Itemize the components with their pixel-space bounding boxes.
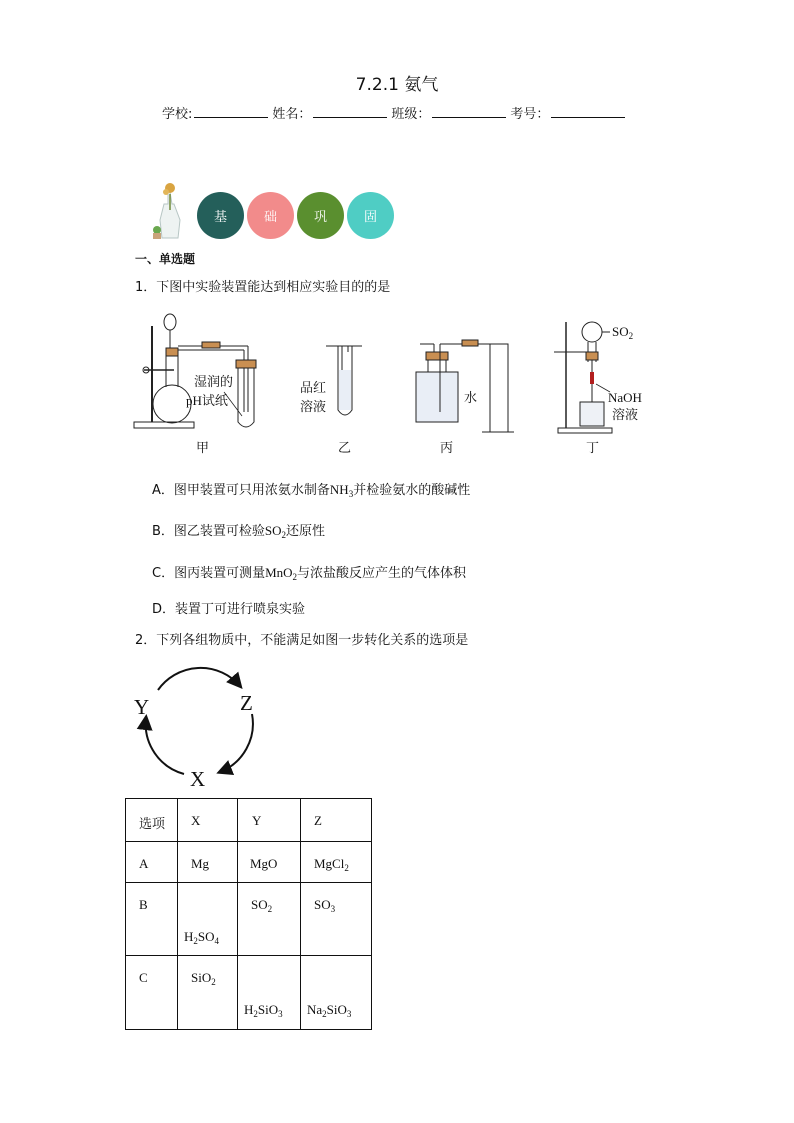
badge-gong-label: 巩 (313, 210, 327, 225)
row-c-y-h: H (244, 1002, 254, 1017)
option-d[interactable] (152, 598, 305, 617)
label-ding: 丁 (586, 440, 600, 455)
row-c-z (307, 1002, 377, 1019)
row-b-z (314, 897, 384, 914)
class-label: 班级： (391, 107, 431, 122)
name-label: 姓名： (272, 107, 312, 122)
row-a-z (314, 856, 384, 873)
option-b-text: B．图乙装置可检验 (152, 524, 265, 539)
row-b-option: B (139, 897, 148, 912)
row-c-y (244, 1002, 306, 1019)
label-ph-paper: pH试纸 (186, 393, 228, 408)
class-blank[interactable] (432, 105, 506, 118)
node-y: Y (134, 695, 150, 719)
row-a-option: A (139, 856, 149, 871)
row-c-z-sub1: 2 (322, 1009, 327, 1019)
row-c-x (191, 970, 250, 987)
row-b-x-so: SO (197, 929, 215, 944)
row-a-z-text: MgCl (314, 856, 345, 871)
label-pinhong: 品红 (300, 380, 327, 395)
option-c[interactable] (152, 562, 466, 582)
label-yi: 乙 (338, 440, 352, 455)
row-b-y-text: SO (251, 897, 268, 912)
row-c-y-sub1: 2 (253, 1009, 258, 1019)
row-b-x-h: H (184, 929, 194, 944)
row-b-x-sub1: 2 (193, 936, 198, 946)
number-blank[interactable] (551, 105, 625, 118)
option-c-tail: 与浓盐酸反应产生的气体体积 (297, 566, 467, 581)
badge-ji (197, 192, 244, 239)
label-jia: 甲 (196, 440, 210, 455)
row-b-y-sub: 2 (267, 904, 273, 914)
number-label: 考号： (510, 107, 550, 122)
options-table (125, 798, 372, 1030)
chem-nh3: NH (329, 482, 349, 497)
table-row[interactable] (126, 956, 372, 1030)
row-b-x-sub2: 4 (214, 936, 220, 946)
chem-nh3-sub: 3 (348, 489, 354, 499)
chem-mno2-sub: 2 (292, 572, 298, 582)
chem-so2: SO (264, 523, 282, 538)
apparatus-yi (300, 346, 362, 455)
row-a-z-sub: 2 (344, 863, 349, 873)
section-heading: 一、单选题 (135, 252, 196, 266)
school-label: 学校: (162, 107, 193, 122)
page-title: 7.2.1 氨气 (355, 75, 439, 95)
node-x: X (190, 767, 206, 791)
row-b-z-text: SO (314, 897, 331, 912)
label-so2-text: SO (612, 324, 629, 339)
option-c-text: C．图丙装置可测量 (152, 566, 266, 581)
header-y: Y (252, 813, 262, 828)
header-x: X (191, 813, 201, 828)
apparatus-figure (130, 312, 670, 460)
option-b[interactable] (152, 520, 325, 540)
badge-gong (297, 192, 344, 239)
badge-gu-label: 固 (363, 210, 377, 225)
name-blank[interactable] (313, 105, 387, 118)
option-a-text: A．图甲装置可只用浓氨水制备 (152, 483, 330, 498)
label-bing: 丙 (440, 440, 454, 455)
row-c-z-sio: SiO (326, 1002, 347, 1017)
header-option: 选项 (139, 816, 166, 831)
conversion-cycle-diagram (128, 662, 268, 792)
label-wet: 湿润的 (194, 374, 234, 389)
badge-chu-label: 础 (263, 210, 277, 225)
row-a-y: MgO (250, 856, 278, 871)
option-d-text: D．装置丁可进行喷泉实验 (152, 602, 306, 617)
row-b-x (184, 929, 243, 946)
row-b-z-sub: 3 (330, 904, 336, 914)
row-c-y-sio: SiO (257, 1002, 279, 1017)
table-row[interactable] (126, 842, 372, 883)
chem-so2-sub: 2 (281, 530, 287, 540)
label-so2-sub: 2 (628, 331, 634, 341)
row-c-x-text: SiO (191, 970, 212, 985)
question-1-stem: 1．下图中实验装置能达到相应实验目的的是 (135, 280, 391, 295)
table-header-row (126, 799, 372, 842)
label-solution-ding: 溶液 (612, 407, 639, 422)
node-z: Z (240, 691, 253, 715)
plant-vase-icon (148, 180, 190, 240)
apparatus-ding (554, 322, 642, 455)
table-row[interactable] (126, 883, 372, 956)
badge-gu (347, 192, 394, 239)
label-naoh: NaOH (608, 390, 642, 405)
row-c-x-sub: 2 (211, 977, 216, 987)
chem-mno2: MnO (265, 565, 293, 580)
badge-ji-label: 基 (213, 210, 227, 225)
header-z: Z (314, 813, 322, 828)
row-b-y (251, 897, 313, 914)
row-c-z-na: Na (307, 1002, 323, 1017)
row-c-z-sub2: 3 (346, 1009, 352, 1019)
school-blank[interactable] (194, 105, 268, 118)
label-so2 (612, 324, 633, 341)
option-a-tail: 并检验氨水的酸碱性 (353, 483, 471, 498)
apparatus-jia (134, 314, 256, 455)
student-info-line (162, 103, 629, 122)
option-a[interactable] (152, 479, 470, 499)
badge-chu (247, 192, 294, 239)
option-b-tail: 还原性 (286, 524, 326, 539)
label-water: 水 (464, 390, 478, 405)
row-c-option: C (139, 970, 148, 985)
question-2-stem: 2．下列各组物质中，不能满足如图一步转化关系的选项是 (135, 633, 469, 648)
row-a-x: Mg (191, 856, 210, 871)
row-c-y-sub2: 3 (278, 1009, 283, 1019)
apparatus-bing (416, 340, 514, 455)
label-solution-yi: 溶液 (300, 399, 327, 414)
